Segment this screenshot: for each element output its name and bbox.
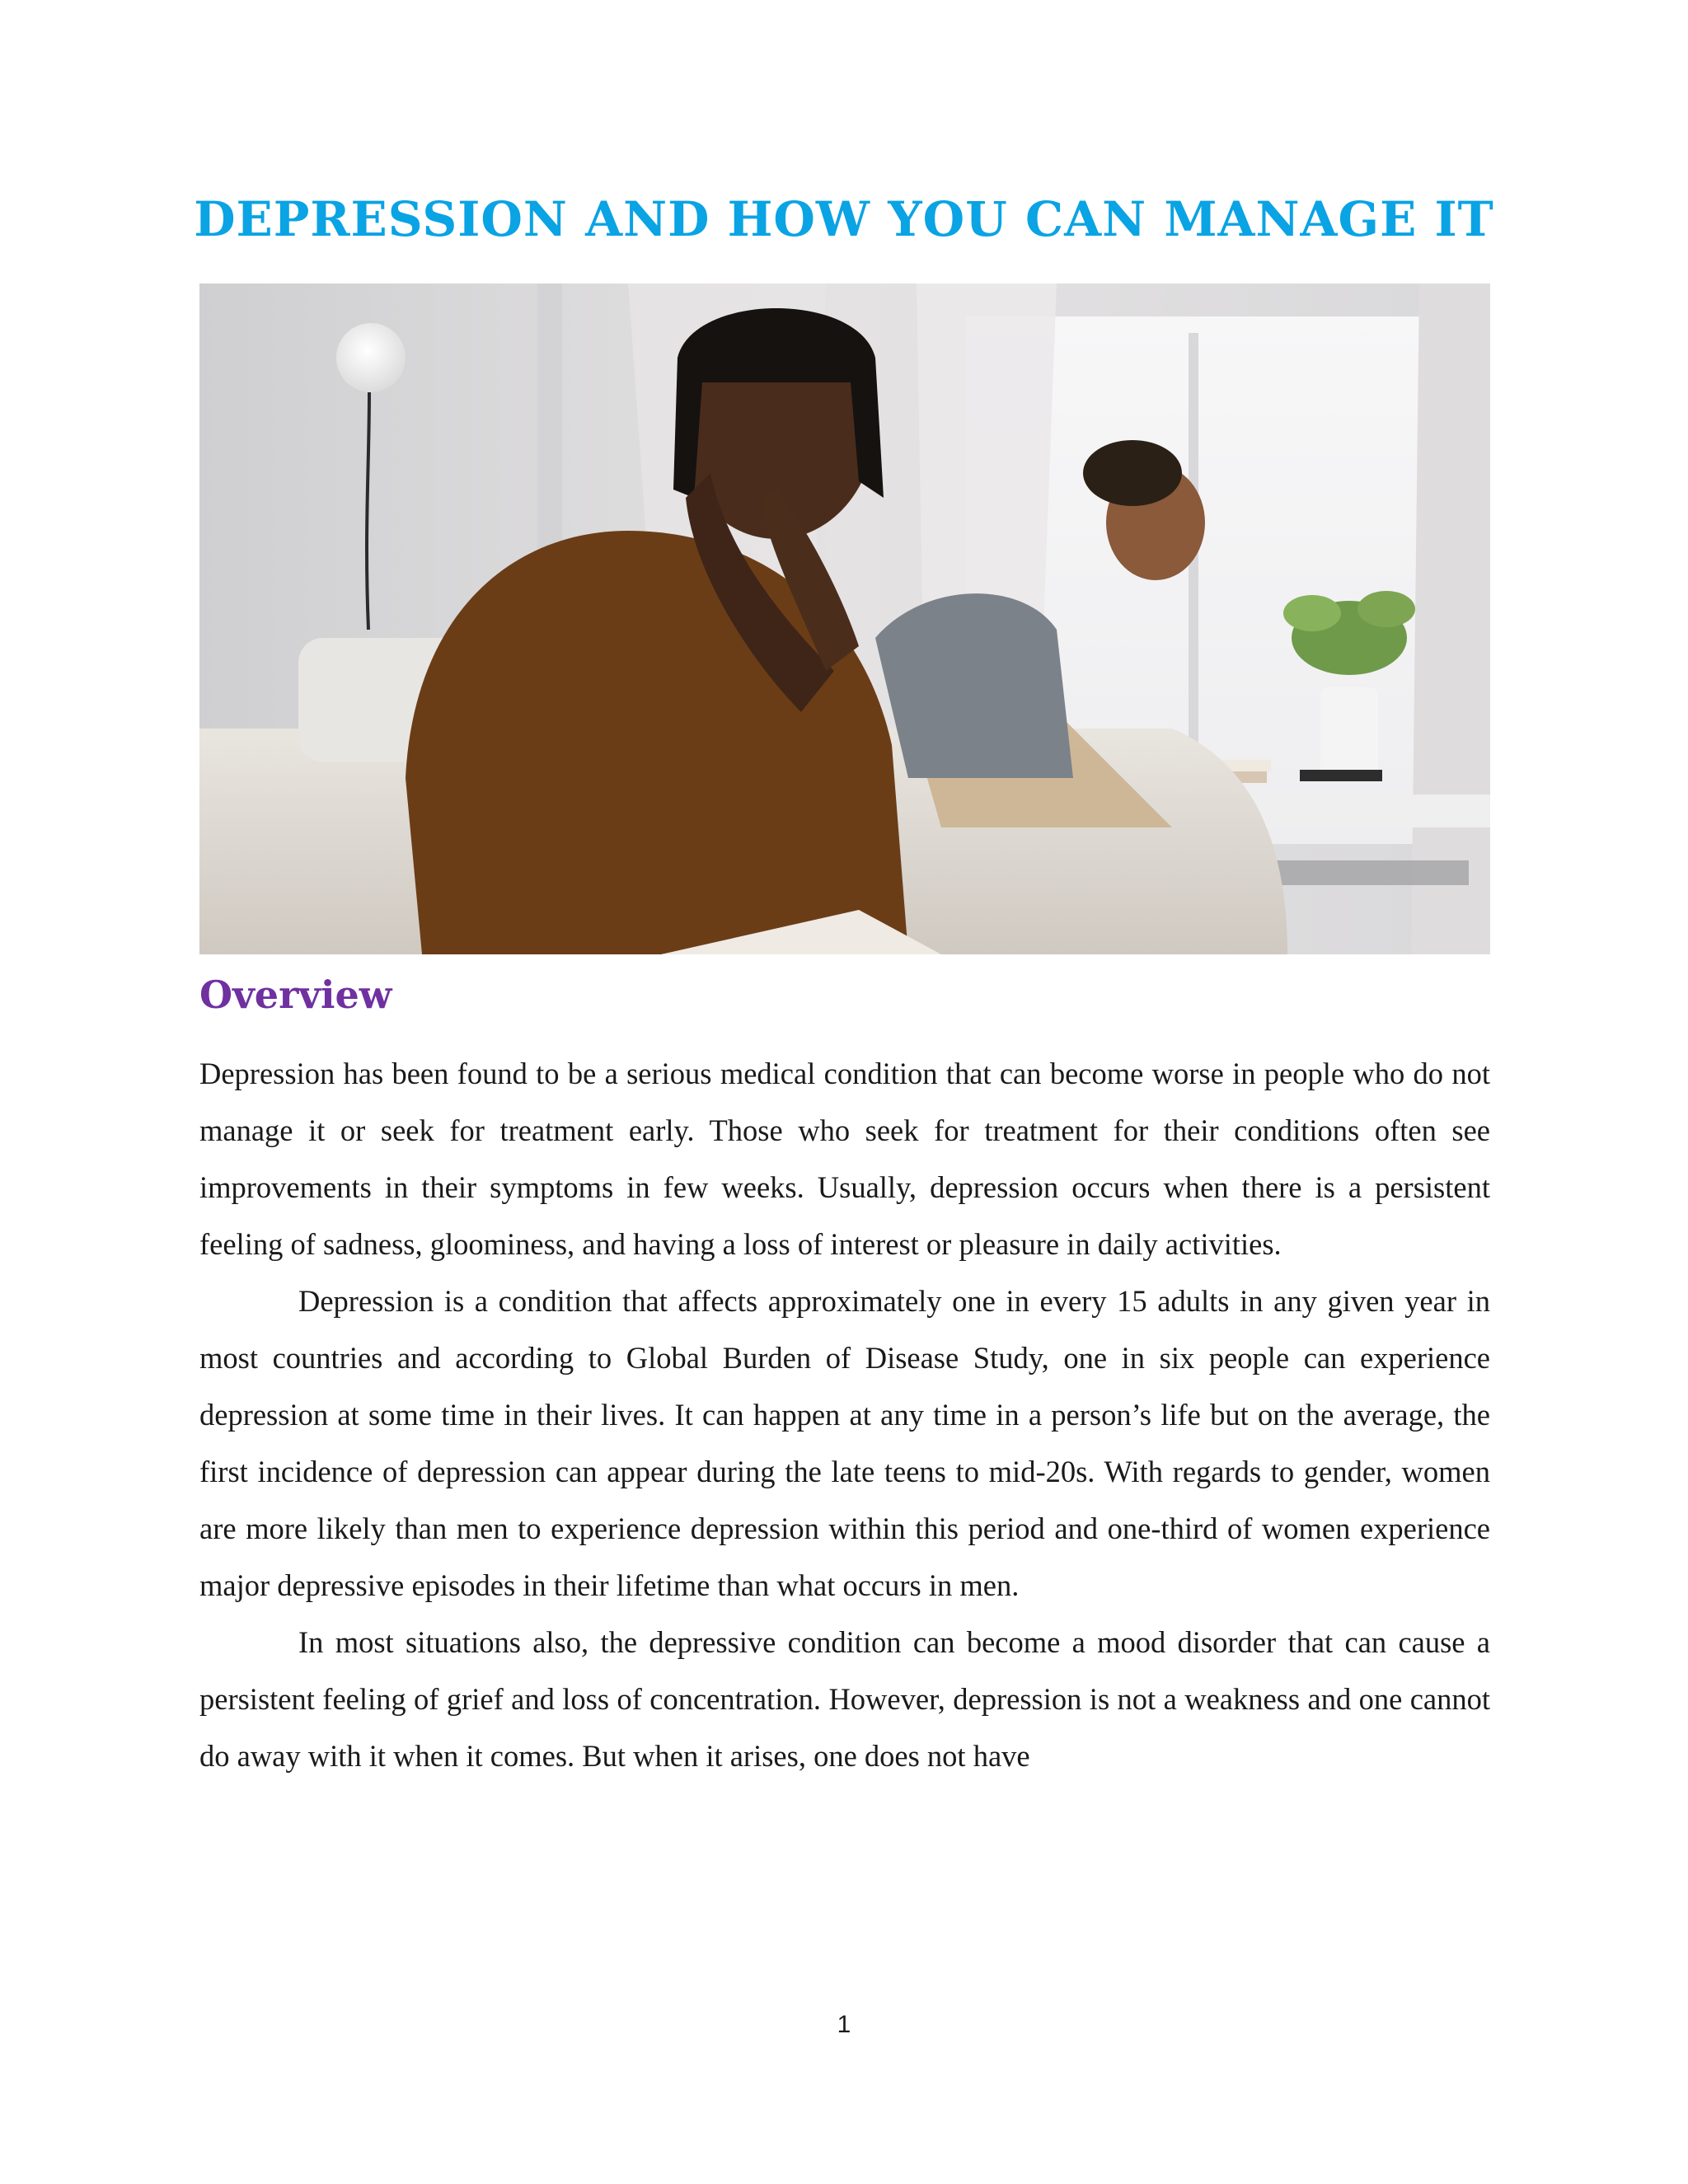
woman-sweater <box>875 593 1073 778</box>
paragraph-3: In most situations also, the depressive condition can become a mood disorder that can cause a persistent feeling of grief and loss of concentration. However, depression is not a weakness and one cannot do away with it when it comes. But when it arises, one does not have <box>199 1625 1490 1773</box>
plant-pot <box>1320 687 1378 778</box>
paragraph-1: Depression has been found to be a serious medical condition that can become worse in people who do not manage it or seek for treatment early. Those who seek for treatment for their conditions often see improvements in their symptoms in few weeks. Usually, depression occurs when there is a persistent feeling of sadness, gloominess, and having a loss of interest or pleasure in daily activities. <box>199 1057 1490 1261</box>
hero-photo <box>199 284 1490 954</box>
paragraph-2: Depression is a condition that affects approximately one in every 15 adults in any given year in most countries and according to Global Burden of Disease Study, one in six people can experience depression at some time in their lives. It can happen at any time in a person’s life but on the average, the first incidence of depression can appear during the late teens to mid-20s. With regards to gender, women are more likely than men to experience depression within this period and one-third of women experience major depressive episodes in their lifetime than what occurs in men. <box>199 1284 1490 1602</box>
document-title: DEPRESSION AND HOW YOU CAN MANAGE IT <box>194 191 1494 247</box>
page-number: 1 <box>837 2011 851 2038</box>
curtain-right <box>1411 284 1490 954</box>
wall-lamp <box>336 323 406 392</box>
photo-illustration <box>199 284 1490 954</box>
body-text <box>199 1045 1490 1784</box>
section-heading-overview: Overview <box>199 972 392 1017</box>
